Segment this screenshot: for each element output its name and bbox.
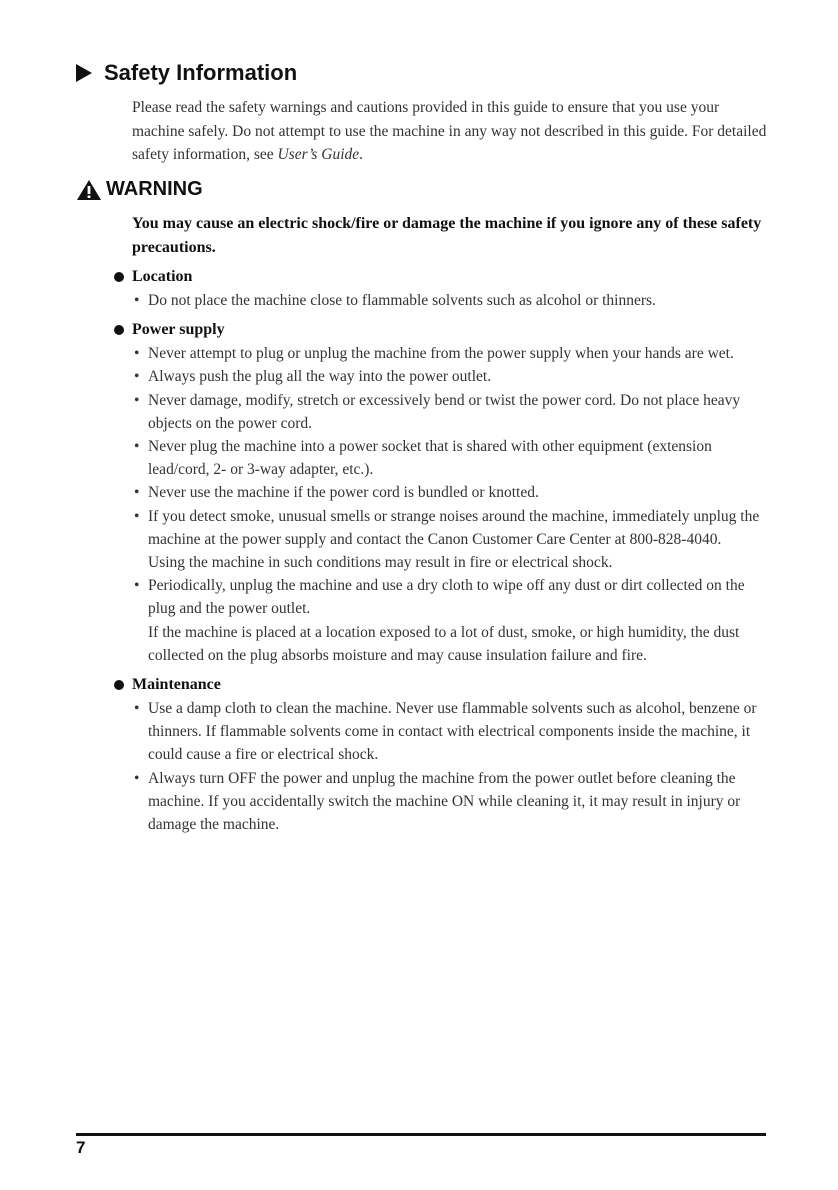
intro-end: . xyxy=(359,146,364,163)
bullet-icon: • xyxy=(134,292,140,309)
bullet-icon: • xyxy=(134,484,140,502)
list-item-text: Never attempt to plug or unplug the machine from the power supply when your hands are wet. xyxy=(148,345,734,363)
list-item-text: If you detect smoke, unusual smells or strange noises around the machine, immediately unplug the machine at the power supply and contact the Canon Customer Care Center at 800-828-4040. xyxy=(148,507,760,548)
list-item xyxy=(126,574,774,667)
warning-lead: You may cause an electric shock/fire or damage the machine if you ignore any of these safety precautions. xyxy=(132,215,762,256)
list-item-text: Never use the machine if the power cord is bundled or knotted. xyxy=(148,484,539,502)
item-list xyxy=(114,697,774,836)
section xyxy=(114,265,774,312)
list-item xyxy=(126,342,774,365)
bullet-icon: • xyxy=(134,507,140,525)
item-list xyxy=(114,342,774,667)
list-item-text: Use a damp cloth to clean the machine. Never use flammable solvents such as alcohol, benzene or thinners. If flammable solvents come in contact with electrical components inside the machine, it could cause a fire or electrical shock. xyxy=(148,700,757,764)
list-item xyxy=(126,365,774,388)
footer-rule xyxy=(76,1133,766,1136)
bullet-icon: • xyxy=(134,391,140,409)
intro-text: Please read the safety warnings and cautions provided in this guide to ensure that you use your machine safely. Do not attempt to use the machine in any way not described in this guide. For detailed safety information, see xyxy=(132,99,767,163)
bullet-dot-icon xyxy=(114,272,124,282)
bullet-icon: • xyxy=(134,769,140,787)
list-item xyxy=(126,289,774,312)
bullet-icon: • xyxy=(134,577,140,595)
play-arrow-icon xyxy=(76,64,92,82)
section-title xyxy=(114,318,774,342)
bullet-icon: • xyxy=(134,700,140,718)
list-item-text: Never plug the machine into a power socket that is shared with other equipment (extension lead/cord, 2- or 3-way adapter, etc.). xyxy=(148,438,712,479)
intro-paragraph xyxy=(132,96,772,167)
intro-guide-reference: User’s Guide xyxy=(277,146,360,163)
section xyxy=(114,318,774,667)
section xyxy=(114,673,774,836)
heading-text: Safety Information xyxy=(104,60,298,85)
list-item-text: Never damage, modify, stretch or excessively bend or twist the power cord. Do not place heavy objects on the power cord. xyxy=(148,391,741,432)
list-item-note: If the machine is placed at a location exposed to a lot of dust, smoke, or high humidity, the dust collected on the plug absorbs moisture and may cause insulation failure and fire. xyxy=(148,623,740,664)
safety-sections xyxy=(114,265,774,842)
section-title xyxy=(114,265,774,289)
item-list xyxy=(114,289,774,312)
section-title-text: Maintenance xyxy=(132,676,221,694)
list-item-text: Always turn OFF the power and unplug the machine from the power outlet before cleaning the machine. If you accidentally switch the machine ON while cleaning it, it may result in injury or damage the machine. xyxy=(148,769,741,834)
warning-heading-text: WARNING xyxy=(106,178,203,200)
list-item xyxy=(126,697,774,767)
list-item xyxy=(126,389,774,435)
bullet-icon: • xyxy=(134,345,140,363)
list-item xyxy=(126,481,774,504)
list-item xyxy=(126,767,774,837)
list-item-text: Do not place the machine close to flammable solvents such as alcohol or thinners. xyxy=(148,292,656,309)
bullet-icon: • xyxy=(134,368,140,386)
list-item xyxy=(126,435,774,481)
list-item-text: Periodically, unplug the machine and use a dry cloth to wipe off any dust or dirt collected on the plug and the power outlet. xyxy=(148,577,745,618)
section-title xyxy=(114,673,774,697)
bullet-icon: • xyxy=(134,438,140,456)
bullet-dot-icon xyxy=(114,325,124,335)
list-item-note: Using the machine in such conditions may result in fire or electrical shock. xyxy=(148,554,613,572)
list-item-text: Always push the plug all the way into the power outlet. xyxy=(148,368,492,386)
section-title-text: Power supply xyxy=(132,321,225,339)
warning-triangle-icon xyxy=(76,179,102,201)
warning-heading xyxy=(76,178,203,201)
page-heading xyxy=(76,60,297,86)
section-title-text: Location xyxy=(132,268,193,285)
bullet-dot-icon xyxy=(114,680,124,690)
page-number: 7 xyxy=(76,1138,86,1157)
list-item xyxy=(126,505,774,575)
